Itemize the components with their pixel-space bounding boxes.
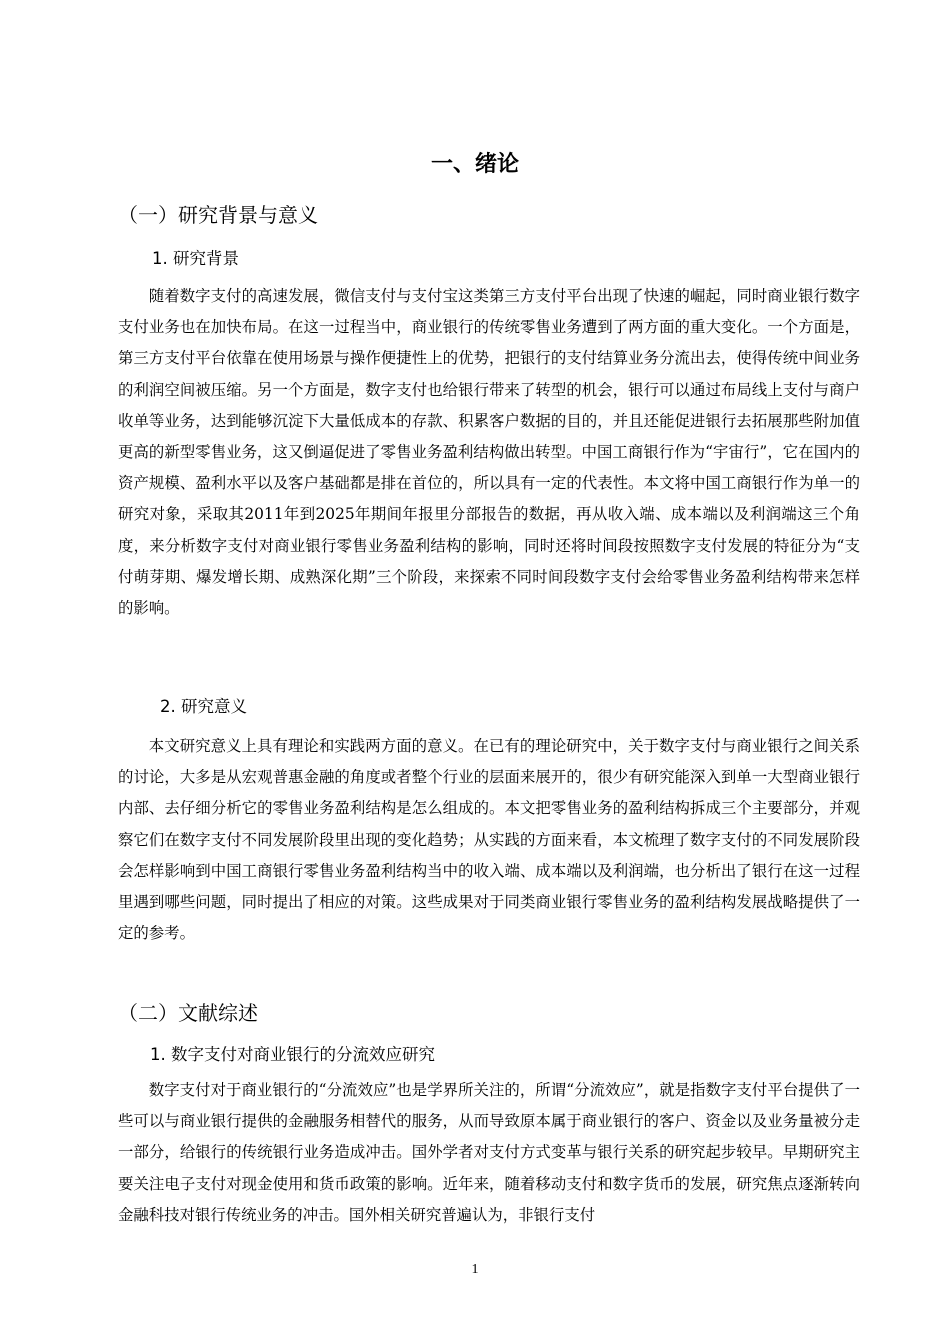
subsection-heading-diversion-effect: 1. 数字支付对商业银行的分流效应研究 [150,1045,435,1064]
subsection-heading-background: 1. 研究背景 [152,249,239,268]
paragraph-research-significance: 本文研究意义上具有理论和实践两方面的意义。在已有的理论研究中，关于数字支付与商业银行之间关系的讨论，大多是从宏观普惠金融的角度或者整个行业的层面来展开的，很少有研究能深入到单一大型商业银行内部、去仔细分析它的零售业务盈利结构是怎么组成的。本文把零售业务的盈利结构拆成三个主要部分，并观察它们在数字支付不同发展阶段里出现的变化趋势；从实践的方面来看，本文梳理了数字支付的不同发展阶段会怎样影响到中国工商银行零售业务盈利结构当中的收入端、成本端以及利润端，也分析出了银行在这一过程里遇到哪些问题，同时提出了相应的对策。这些成果对于同类商业银行零售业务的盈利结构发展战略提供了一定的参考。 [118,737,860,943]
chapter-title: 一、绪论 [430,152,519,177]
paragraph-research-background: 随着数字支付的高速发展，微信支付与支付宝这类第三方支付平台出现了快速的崛起，同时商业银行数字支付业务也在加快布局。在这一过程当中，商业银行的传统零售业务遭到了两方面的重大变化。一个方面是，第三方支付平台依靠在使用场景与操作便捷性上的优势，把银行的支付结算业务分流出去，使得传统中间业务的利润空间被压缩。另一个方面是，数字支付也给银行带来了转型的机会，银行可以通过布局线上支付与商户收单等业务，达到能够沉淀下大量低成本的存款、积累客户数据的目的，并且还能促进银行去拓展那些附加值更高的新型零售业务，这又倒逼促进了零售业务盈利结构做出转型。中国工商银行作为“宇宙行”，它在国内的资产规模、盈利水平以及客户基础都是排在首位的，所以具有一定的代表性。本文将中国工商银行作为单一的研究对象，采取其2011年到2025年期间年报里分部报告的数据，再从收入端、成本端以及利润端这三个角度，来分析数字支付对商业银行零售业务盈利结构的影响，同时还将时间段按照数字支付发展的特征分为“支付萌芽期、爆发增长期、成熟深化期”三个阶段，来探索不同时间段数字支付会给零售业务盈利结构带来怎样的影响。 [118,287,860,618]
subsection-heading-significance: 2. 研究意义 [160,697,247,716]
section-heading-background: （一）研究背景与意义 [118,203,318,227]
section-heading-literature-review: （二）文献综述 [118,1001,258,1025]
paragraph-diversion-effect: 数字支付对于商业银行的“分流效应”也是学界所关注的，所谓“分流效应”，就是指数字支付平台提供了一些可以与商业银行提供的金融服务相替代的服务，从而导致原本属于商业银行的客户、资金以及业务量被分走一部分，给银行的传统银行业务造成冲击。国外学者对支付方式变革与银行关系的研究起步较早。早期研究主要关注电子支付对现金使用和货币政策的影响。近年来，随着移动支付和数字货币的发展，研究焦点逐渐转向金融科技对银行传统业务的冲击。国外相关研究普遍认为，非银行支付 [118,1081,860,1224]
page-number: 1 [471,1262,479,1277]
